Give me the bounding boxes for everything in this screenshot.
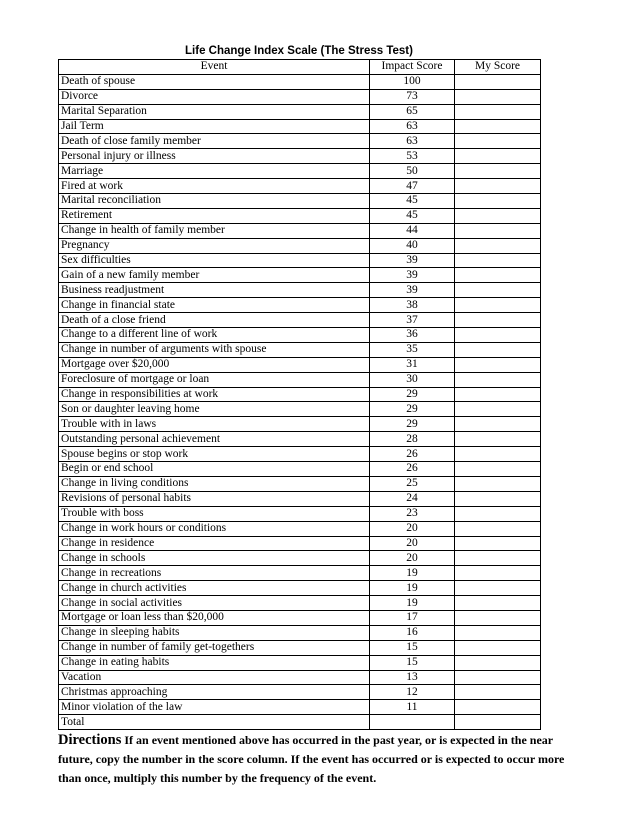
event-cell: Vacation	[59, 670, 370, 685]
table-row	[59, 521, 541, 536]
impact-score-cell: 35	[370, 342, 455, 357]
table-row	[59, 625, 541, 640]
impact-score-cell: 100	[370, 74, 455, 89]
event-cell: Change in health of family member	[59, 223, 370, 238]
impact-score-cell: 45	[370, 208, 455, 223]
table-row	[59, 164, 541, 179]
table-row	[59, 313, 541, 328]
my-score-cell[interactable]	[455, 179, 541, 194]
my-score-cell[interactable]	[455, 685, 541, 700]
table-body	[59, 74, 541, 729]
event-cell: Change in eating habits	[59, 655, 370, 670]
event-cell: Fired at work	[59, 179, 370, 194]
my-score-cell[interactable]	[455, 223, 541, 238]
stress-table	[58, 59, 541, 730]
event-cell: Change in schools	[59, 551, 370, 566]
table-row	[59, 328, 541, 343]
impact-score-cell: 38	[370, 298, 455, 313]
my-score-cell[interactable]	[455, 164, 541, 179]
my-score-cell[interactable]	[455, 417, 541, 432]
table-row	[59, 298, 541, 313]
impact-score-cell: 39	[370, 268, 455, 283]
event-cell: Marital Separation	[59, 104, 370, 119]
event-cell: Revisions of personal habits	[59, 491, 370, 506]
event-cell: Retirement	[59, 208, 370, 223]
my-score-cell[interactable]	[455, 104, 541, 119]
event-cell: Change in number of arguments with spouse	[59, 342, 370, 357]
impact-score-cell: 25	[370, 476, 455, 491]
impact-score-cell: 47	[370, 179, 455, 194]
my-score-cell[interactable]	[455, 700, 541, 715]
impact-score-cell: 50	[370, 164, 455, 179]
impact-score-cell: 20	[370, 551, 455, 566]
event-cell: Mortgage or loan less than $20,000	[59, 610, 370, 625]
table-row	[59, 283, 541, 298]
event-cell: Change in financial state	[59, 298, 370, 313]
impact-score-cell: 15	[370, 640, 455, 655]
impact-score-cell: 29	[370, 402, 455, 417]
my-score-cell[interactable]	[455, 640, 541, 655]
table-row	[59, 670, 541, 685]
table-row	[59, 536, 541, 551]
event-cell: Personal injury or illness	[59, 149, 370, 164]
impact-score-cell: 19	[370, 581, 455, 596]
my-score-cell[interactable]	[455, 387, 541, 402]
table-row	[59, 179, 541, 194]
event-cell: Spouse begins or stop work	[59, 447, 370, 462]
impact-score-cell: 13	[370, 670, 455, 685]
my-score-cell[interactable]	[455, 402, 541, 417]
table-row	[59, 462, 541, 477]
event-cell: Trouble with in laws	[59, 417, 370, 432]
impact-score-cell: 20	[370, 536, 455, 551]
table-row	[59, 208, 541, 223]
event-cell: Change in number of family get-togethers	[59, 640, 370, 655]
my-score-cell[interactable]	[455, 670, 541, 685]
event-cell: Death of a close friend	[59, 313, 370, 328]
impact-score-cell: 44	[370, 223, 455, 238]
my-score-cell[interactable]	[455, 462, 541, 477]
impact-score-cell: 19	[370, 566, 455, 581]
table-row	[59, 372, 541, 387]
total-row	[59, 715, 541, 730]
my-score-cell[interactable]	[455, 208, 541, 223]
my-score-cell[interactable]	[455, 536, 541, 551]
event-cell: Change in social activities	[59, 596, 370, 611]
table-row	[59, 640, 541, 655]
table-header-row	[59, 60, 541, 75]
impact-score-cell: 29	[370, 417, 455, 432]
event-cell: Son or daughter leaving home	[59, 402, 370, 417]
my-score-cell[interactable]	[455, 596, 541, 611]
impact-score-cell: 24	[370, 491, 455, 506]
impact-score-cell: 28	[370, 432, 455, 447]
impact-score-cell: 73	[370, 89, 455, 104]
impact-score-cell: 40	[370, 238, 455, 253]
impact-score-cell: 53	[370, 149, 455, 164]
directions-lead: Directions	[58, 732, 122, 748]
table-row	[59, 447, 541, 462]
event-cell: Death of spouse	[59, 74, 370, 89]
table-row	[59, 149, 541, 164]
my-score-cell[interactable]	[455, 566, 541, 581]
table-row	[59, 417, 541, 432]
my-score-cell[interactable]	[455, 506, 541, 521]
impact-score-cell: 65	[370, 104, 455, 119]
table-row	[59, 655, 541, 670]
impact-score-cell: 11	[370, 700, 455, 715]
impact-score-cell: 37	[370, 313, 455, 328]
table-row	[59, 506, 541, 521]
event-cell: Change in responsibilities at work	[59, 387, 370, 402]
event-cell: Business readjustment	[59, 283, 370, 298]
table-row	[59, 89, 541, 104]
impact-score-cell: 39	[370, 253, 455, 268]
my-score-cell[interactable]	[455, 74, 541, 89]
table-row	[59, 253, 541, 268]
table-row	[59, 432, 541, 447]
impact-score-cell: 20	[370, 521, 455, 536]
event-cell: Christmas approaching	[59, 685, 370, 700]
impact-score-cell: 23	[370, 506, 455, 521]
impact-score-cell: 17	[370, 610, 455, 625]
impact-score-cell: 39	[370, 283, 455, 298]
event-cell: Begin or end school	[59, 462, 370, 477]
event-cell: Marriage	[59, 164, 370, 179]
impact-score-cell: 63	[370, 134, 455, 149]
my-score-cell[interactable]	[455, 298, 541, 313]
event-cell: Change in residence	[59, 536, 370, 551]
my-score-cell[interactable]	[455, 149, 541, 164]
event-cell: Sex difficulties	[59, 253, 370, 268]
table-row	[59, 104, 541, 119]
my-score-cell[interactable]	[455, 268, 541, 283]
my-score-cell[interactable]	[455, 432, 541, 447]
impact-score-cell: 30	[370, 372, 455, 387]
total-impact-cell	[370, 715, 455, 730]
my-score-cell[interactable]	[455, 194, 541, 209]
event-cell: Pregnancy	[59, 238, 370, 253]
impact-score-cell: 45	[370, 194, 455, 209]
event-cell: Change in work hours or conditions	[59, 521, 370, 536]
event-cell: Change in living conditions	[59, 476, 370, 491]
my-score-cell[interactable]	[455, 372, 541, 387]
impact-score-cell: 15	[370, 655, 455, 670]
table-row	[59, 596, 541, 611]
my-score-cell[interactable]	[455, 476, 541, 491]
impact-score-cell: 19	[370, 596, 455, 611]
my-score-cell[interactable]	[455, 119, 541, 134]
event-cell: Death of close family member	[59, 134, 370, 149]
my-score-cell[interactable]	[455, 89, 541, 104]
impact-score-cell: 26	[370, 462, 455, 477]
event-cell: Jail Term	[59, 119, 370, 134]
table-row	[59, 134, 541, 149]
impact-score-cell: 26	[370, 447, 455, 462]
my-score-cell[interactable]	[455, 134, 541, 149]
column-header-impact-score: Impact Score	[370, 60, 455, 75]
event-cell: Change in recreations	[59, 566, 370, 581]
my-score-cell[interactable]	[455, 447, 541, 462]
table-row	[59, 387, 541, 402]
total-label: Total	[59, 715, 370, 730]
event-cell: Marital reconciliation	[59, 194, 370, 209]
total-my-score-cell[interactable]	[455, 715, 541, 730]
event-cell: Change to a different line of work	[59, 328, 370, 343]
table-row	[59, 223, 541, 238]
impact-score-cell: 16	[370, 625, 455, 640]
event-cell: Gain of a new family member	[59, 268, 370, 283]
table-row	[59, 268, 541, 283]
impact-score-cell: 12	[370, 685, 455, 700]
table-row	[59, 551, 541, 566]
impact-score-cell: 63	[370, 119, 455, 134]
event-cell: Divorce	[59, 89, 370, 104]
event-cell: Change in sleeping habits	[59, 625, 370, 640]
column-header-my-score: My Score	[455, 60, 541, 75]
table-row	[59, 402, 541, 417]
table-row	[59, 581, 541, 596]
event-cell: Outstanding personal achievement	[59, 432, 370, 447]
table-row	[59, 700, 541, 715]
my-score-cell[interactable]	[455, 238, 541, 253]
impact-score-cell: 36	[370, 328, 455, 343]
my-score-cell[interactable]	[455, 655, 541, 670]
table-row	[59, 491, 541, 506]
table-row	[59, 119, 541, 134]
table-row	[59, 476, 541, 491]
my-score-cell[interactable]	[455, 610, 541, 625]
my-score-cell[interactable]	[455, 625, 541, 640]
impact-score-cell: 31	[370, 357, 455, 372]
table-row	[59, 342, 541, 357]
event-cell: Minor violation of the law	[59, 700, 370, 715]
my-score-cell[interactable]	[455, 551, 541, 566]
my-score-cell[interactable]	[455, 253, 541, 268]
column-header-event: Event	[59, 60, 370, 75]
my-score-cell[interactable]	[455, 328, 541, 343]
event-cell: Trouble with boss	[59, 506, 370, 521]
my-score-cell[interactable]	[455, 313, 541, 328]
table-row	[59, 610, 541, 625]
my-score-cell[interactable]	[455, 357, 541, 372]
table-row	[59, 357, 541, 372]
event-cell: Change in church activities	[59, 581, 370, 596]
impact-score-cell: 29	[370, 387, 455, 402]
my-score-cell[interactable]	[455, 581, 541, 596]
my-score-cell[interactable]	[455, 283, 541, 298]
table-row	[59, 238, 541, 253]
event-cell: Foreclosure of mortgage or loan	[59, 372, 370, 387]
directions-text	[58, 731, 588, 788]
table-row	[59, 685, 541, 700]
table-row	[59, 194, 541, 209]
directions-body: If an event mentioned above has occurred in the past year, or is expected in the near future, copy the number in the score column. If the event has occurred or is expected to occur more than once, multiply this number by the frequency of the event.	[58, 733, 565, 785]
table-row	[59, 566, 541, 581]
page-title: Life Change Index Scale (The Stress Test)	[185, 45, 413, 57]
my-score-cell[interactable]	[455, 342, 541, 357]
my-score-cell[interactable]	[455, 491, 541, 506]
my-score-cell[interactable]	[455, 521, 541, 536]
event-cell: Mortgage over $20,000	[59, 357, 370, 372]
table-row	[59, 74, 541, 89]
